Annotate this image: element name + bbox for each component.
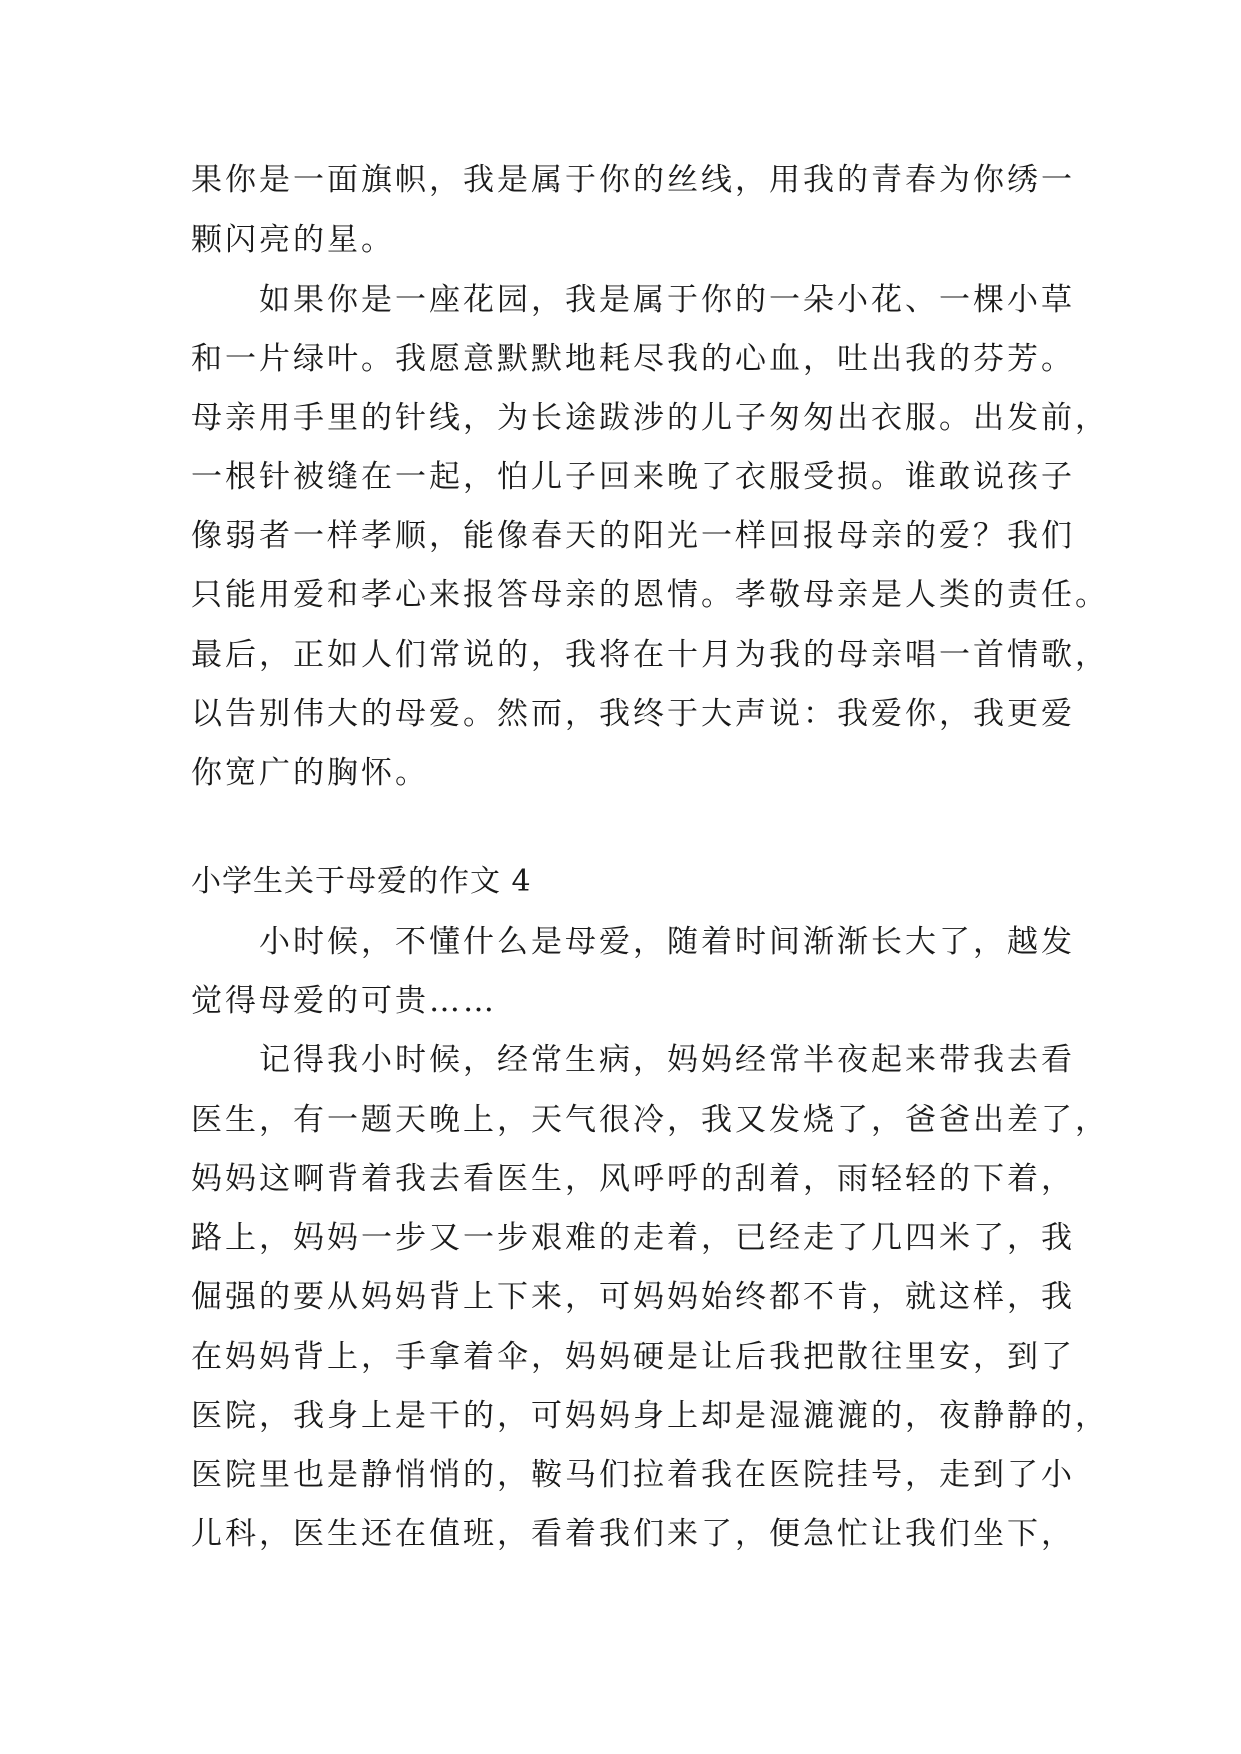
paragraph-line: 医院，我身上是干的，可妈妈身上却是湿漉漉的，夜静静的， [191, 1398, 1109, 1434]
paragraph-line: 小时候，不懂什么是母爱，随着时间渐渐长大了，越发 [191, 924, 1075, 960]
paragraph-line: 倔强的要从妈妈背上下来，可妈妈始终都不肯，就这样，我 [191, 1279, 1075, 1315]
paragraph-line: 路上，妈妈一步又一步艰难的走着，已经走了几四米了，我 [191, 1220, 1075, 1256]
paragraph-line: 最后，正如人们常说的，我将在十月为我的母亲唱一首情歌， [191, 637, 1109, 673]
paragraph-line: 在妈妈背上，手拿着伞，妈妈硬是让后我把散往里安，到了 [191, 1339, 1075, 1375]
paragraph-line: 如果你是一座花园，我是属于你的一朵小花、一棵小草 [191, 282, 1075, 318]
paragraph-line: 觉得母爱的可贵…… [191, 983, 497, 1019]
paragraph-line: 母亲用手里的针线，为长途跋涉的儿子匆匆出衣服。出发前， [191, 400, 1109, 436]
paragraph-line: 儿科，医生还在值班，看着我们来了，便急忙让我们坐下， [191, 1516, 1075, 1552]
paragraph-line: 记得我小时候，经常生病，妈妈经常半夜起来带我去看 [191, 1042, 1075, 1078]
paragraph-line: 医院里也是静悄悄的，鞍马们拉着我在医院挂号，走到了小 [191, 1457, 1075, 1493]
paragraph-line: 一根针被缝在一起，怕儿子回来晚了衣服受损。谁敢说孩子 [191, 459, 1075, 495]
paragraph-line: 颗闪亮的星。 [191, 222, 395, 258]
paragraph-line: 果你是一面旗帜，我是属于你的丝线，用我的青春为你绣一 [191, 162, 1075, 198]
paragraph-line: 和一片绿叶。我愿意默默地耗尽我的心血，吐出我的芬芳。 [191, 341, 1075, 377]
paragraph-line: 妈妈这啊背着我去看医生，风呼呼的刮着，雨轻轻的下着， [191, 1161, 1075, 1197]
paragraph-line: 医生，有一题天晚上，天气很冷，我又发烧了，爸爸出差了， [191, 1102, 1109, 1138]
paragraph-line: 你宽广的胸怀。 [191, 755, 429, 791]
paragraph-line: 以告别伟大的母爱。然而，我终于大声说：我爱你，我更爱 [191, 696, 1075, 732]
paragraph-line: 像弱者一样孝顺，能像春天的阳光一样回报母亲的爱？我们 [191, 518, 1075, 554]
section-heading: 小学生关于母爱的作文 4 [191, 864, 532, 899]
paragraph-line: 只能用爱和孝心来报答母亲的恩情。孝敬母亲是人类的责任。 [191, 577, 1109, 613]
